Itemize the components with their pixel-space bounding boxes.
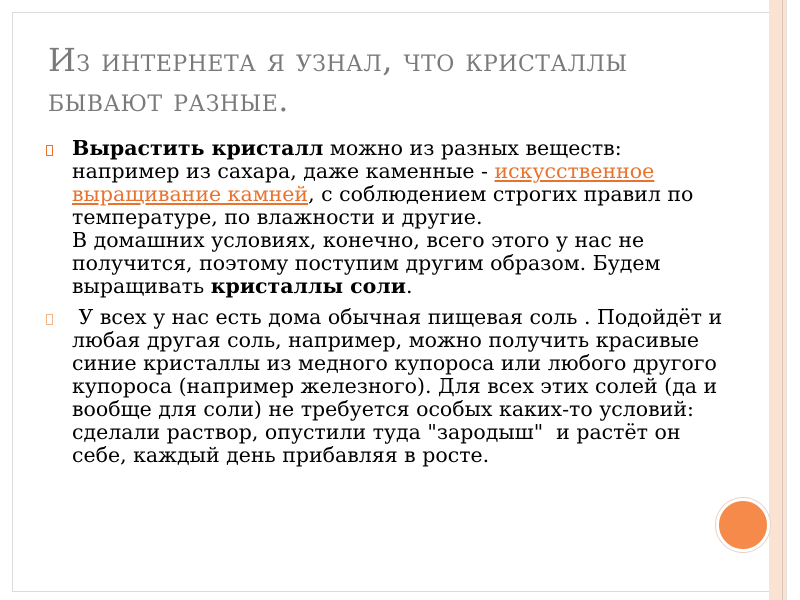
bullet-icon [46,145,53,156]
text-run: . [405,274,413,298]
right-decorative-band [769,0,786,600]
paragraph-2-text: У всех у нас есть дома обычная пищевая соль . Подойдёт и любая другая соль, например, можно получить красивые синие кристаллы из медного купороса или любого другого купороса (например железного). Для всех этих солей (да и вообще для соли) не требуется особых каких-то условий: сделали раствор, опустили туда "зародыш" и растёт он себе, каждый день прибавляя в росте. [72,305,729,467]
paragraph-1-text [72,136,693,298]
slide-content [46,136,729,475]
bold-phrase: Вырастить кристалл [72,136,324,160]
right-decorative-line [786,0,787,600]
text-run: В домашних условиях, конечно, всего этого у нас не получится, поэтому поступим другим образом. Будем выращивать [72,228,661,298]
bullet-icon [46,314,53,325]
text-run: , с соблюдением строгих правил по температуре, по влажности и другие. [72,182,694,229]
bullet-paragraph-1 [46,137,726,298]
orange-circle-icon [716,498,770,552]
text-run: можно из разных веществ: например из сахара, даже каменные - [72,136,622,183]
bullet-paragraph-2 [46,305,729,467]
link-artificial-stones[interactable]: искусственное выращивание камней [72,159,655,206]
right-decorative-line [782,0,783,600]
slide-title: Из интернета я узнал, что кристаллы бывают разные. [48,41,628,119]
bold-phrase: кристаллы соли [210,274,406,298]
